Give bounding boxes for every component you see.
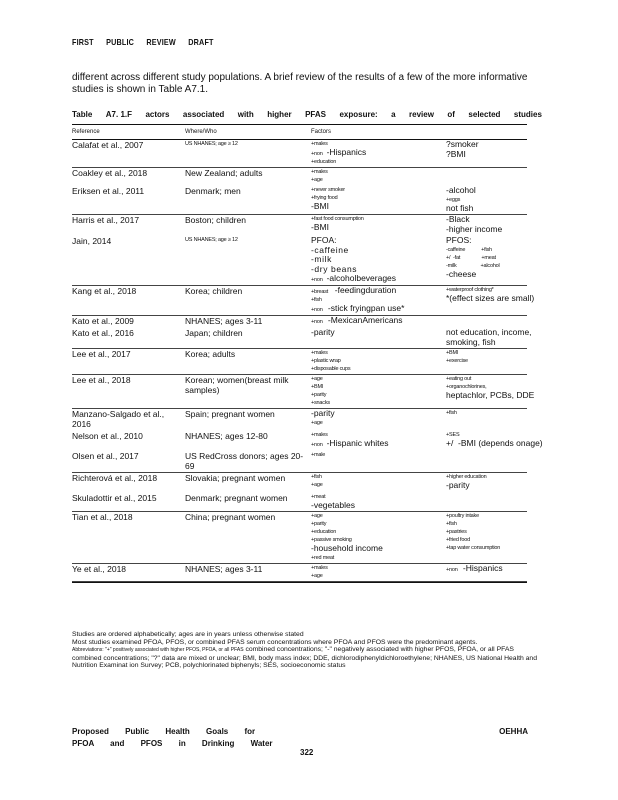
table-row <box>72 236 527 284</box>
factor-item: +never smoker <box>311 187 345 193</box>
table-row <box>72 375 535 407</box>
factor-item: +male <box>311 452 326 458</box>
table-row <box>72 215 527 234</box>
factor-item: +tap water consumption <box>446 545 501 551</box>
factor-prefix: +non <box>311 442 327 448</box>
factor-item: -household income <box>311 543 383 553</box>
table-row-group <box>72 349 527 375</box>
factor-item: +/ -BMI (depends onage) <box>446 438 543 448</box>
factors-left <box>311 186 446 213</box>
factors-cell <box>311 451 527 471</box>
factor-item: +age <box>311 482 323 488</box>
factor-item: +frying food <box>311 195 338 201</box>
factor-prefix: +non <box>311 151 327 157</box>
factor-item: +fish <box>311 297 322 303</box>
factor-item: +waterproof clothing* <box>446 287 494 293</box>
factor-item: +BMI <box>311 384 324 390</box>
factor-prefix: +non <box>446 566 463 573</box>
factors-cell <box>311 215 527 234</box>
factor-item <box>311 286 446 296</box>
table-row <box>72 316 527 326</box>
factor-item: +SES <box>446 432 460 438</box>
page-footer <box>72 726 532 750</box>
where-who-cell: Korean; women(breast milk samples) <box>185 375 289 395</box>
table-row <box>72 451 527 471</box>
caption-word: exposure: <box>339 110 378 119</box>
where-who-cell: Denmark; men <box>185 186 241 196</box>
factor-item: +fish <box>311 474 322 480</box>
note-abbrev-small: Abbreviations: "+" positively associated with higher PFOS, PFOA, or all PFAS <box>72 647 244 654</box>
table-notes <box>72 631 542 670</box>
factors-cell <box>311 286 534 314</box>
reference-cell: Calafat et al., 2007 <box>72 140 144 150</box>
factor-item: +males <box>311 432 328 438</box>
factor-item: +fried food <box>446 537 470 543</box>
factor-item: +poultry intake <box>446 513 479 519</box>
factor-item: +pastries <box>446 529 467 535</box>
reference-cell: Richterová et al., 2018 <box>72 473 158 483</box>
factors-right <box>446 493 527 511</box>
table-row-group <box>72 285 535 316</box>
factors-cell <box>311 316 527 326</box>
factor-item: -BMI <box>311 222 329 232</box>
factors-right <box>446 409 527 429</box>
factor-term: -stick fryingpan use* <box>327 303 405 313</box>
table-row-group <box>72 315 532 349</box>
factor-prefix: +non <box>311 307 328 313</box>
table-row <box>72 409 527 429</box>
factor-term: -feedingduration <box>334 285 397 295</box>
factor-item: -dry beans <box>311 263 358 274</box>
factors-left <box>311 512 446 562</box>
reference-cell: Kato et al., 2016 <box>72 328 134 338</box>
factor-item: +exercise <box>446 358 468 364</box>
factor-item: +education <box>311 529 337 535</box>
table-row <box>72 186 527 213</box>
factor-item: +passive smoking <box>311 537 352 543</box>
factor-item: +males <box>311 350 328 356</box>
factor-item: ?smoker <box>446 139 479 149</box>
factors-left <box>311 431 446 449</box>
factor-item: +fish <box>446 410 457 416</box>
where-who-cell: Korea; adults <box>185 349 236 359</box>
factor-item: -milk <box>311 254 332 264</box>
where-who-cell: Korea; children <box>185 286 243 296</box>
table-caption <box>72 110 542 119</box>
factors-right <box>446 375 534 407</box>
table-row <box>72 473 527 491</box>
factors-right <box>446 431 543 449</box>
factors-right <box>446 286 534 314</box>
factor-item: -higher income <box>446 223 503 234</box>
reference-cell: Eriksen et al., 2011 <box>72 186 145 196</box>
factor-item: -parity <box>311 327 335 337</box>
table-row-group <box>72 140 527 168</box>
factors-left <box>311 140 446 166</box>
factor-item: +males <box>311 564 328 571</box>
where-who-cell: NHANES; ages 3-11 <box>185 316 263 326</box>
factor-item <box>311 148 446 158</box>
table-row-group <box>72 168 527 215</box>
page-number: 322 <box>300 748 314 757</box>
factor-item: -parity <box>311 408 335 418</box>
factors-cell <box>311 349 527 373</box>
factor-item <box>311 304 446 314</box>
factors-cell <box>311 493 527 511</box>
factor-item: +fish <box>446 521 457 527</box>
factor-item: -alcohol <box>446 185 476 195</box>
table-row <box>72 564 527 580</box>
factor-item: +parity <box>311 392 327 398</box>
table-row <box>72 431 543 449</box>
factors-right <box>446 473 527 491</box>
caption-word: a <box>391 110 396 119</box>
table-row-group <box>72 408 543 473</box>
factor-item: +higher education <box>446 474 487 480</box>
running-header: FIRST PUBLIC REVIEW DRAFT <box>72 37 214 47</box>
factors-left <box>311 286 446 314</box>
factor-term: -Hispanics <box>462 562 503 573</box>
factors-table <box>72 124 543 583</box>
factor-term: -Hispanic whites <box>326 438 389 448</box>
factors-right <box>446 215 527 234</box>
caption-word: higher <box>267 110 292 119</box>
where-who-cell: US NHANES; age ≥ 12 <box>185 237 238 243</box>
factor-item: ?BMI <box>446 148 466 159</box>
factor-item: +males <box>311 169 328 175</box>
factors-left <box>311 409 446 429</box>
factor-item: +age <box>311 177 323 183</box>
factors-left <box>311 316 446 326</box>
factors-left <box>311 493 446 511</box>
caption-word: with <box>237 110 254 119</box>
where-who-cell: New Zealand; adults <box>185 168 263 178</box>
factor-item: -parity <box>446 480 470 490</box>
caption-word: PFAS <box>305 110 326 119</box>
factor-term: -MexicanAmericans <box>327 315 403 325</box>
where-who-cell: US NHANES; age ≥ 12 <box>185 141 238 147</box>
factors-right <box>446 186 527 213</box>
table-row <box>72 493 527 511</box>
note-abbrev-rest: combined concentrations; "-" negatively associated with higher PFOS, PFOA, or all PFAS combined concentrations; "?" data are mixed or unclear; BMI, body mass index; DDE, dichlorodiphenyldichloroethylene; NHANES, US National Health and Nutrition Examinat ion Survey; PCB, polychlorinated biphenyls; SES, socioeconomic status <box>72 646 537 670</box>
factors-right <box>446 451 527 471</box>
factor-item <box>446 564 527 574</box>
factor-item: *(effect sizes are small) <box>446 293 535 303</box>
factor-item: -caffeine +fish <box>446 246 492 253</box>
factor-item: +/ -fat +meat <box>446 254 496 261</box>
reference-cell: Skuladottir et al., 2015 <box>72 492 157 503</box>
factor-item: -caffeine <box>311 244 349 255</box>
factors-right <box>446 316 527 326</box>
factor-item: +education <box>311 159 337 165</box>
factor-item: -milk +alcohol <box>446 262 500 269</box>
factors-right <box>446 328 532 347</box>
factors-cell <box>311 328 532 347</box>
reference-cell: Lee et al., 2018 <box>72 375 131 385</box>
header-where-who: Where/Who <box>185 129 217 135</box>
factor-item: not fish <box>446 202 474 213</box>
factors-left <box>311 168 446 184</box>
caption-word: selected <box>468 110 501 119</box>
table-row <box>72 512 527 562</box>
where-who-cell: NHANES; ages 3-11 <box>185 563 263 574</box>
table-row <box>72 168 527 184</box>
factors-left <box>311 564 446 580</box>
reference-cell: Jain, 2014 <box>72 236 112 246</box>
factors-cell <box>311 140 527 166</box>
where-who-cell: Slovakia; pregnant women <box>185 473 286 483</box>
factors-cell <box>311 473 527 491</box>
factor-prefix: +non <box>311 319 328 325</box>
factors-right <box>446 236 527 284</box>
table-row-group <box>72 512 527 564</box>
factors-cell <box>311 186 527 213</box>
table-row-group <box>72 215 527 286</box>
factor-item: +BMI <box>446 350 459 356</box>
note-ordering: Studies are ordered alphabetically; ages are in years unless otherwise stated <box>72 631 304 638</box>
where-who-cell: Denmark; pregnant women <box>185 492 288 503</box>
table-row-group <box>72 375 535 409</box>
factors-cell <box>311 512 527 562</box>
factor-item: +eating out <box>446 376 472 382</box>
table-row <box>72 285 535 314</box>
factors-right <box>446 512 527 562</box>
caption-word: actors <box>145 110 170 119</box>
factors-cell <box>311 236 527 284</box>
caption-word: of <box>447 110 455 119</box>
table-body <box>72 139 543 582</box>
caption-word: Table <box>72 110 93 119</box>
caption-word: associated <box>182 110 225 119</box>
factor-prefix: +breast <box>311 289 335 295</box>
factor-item: +eggs <box>446 196 461 203</box>
caption-word: review <box>409 110 434 119</box>
factors-cell <box>311 168 527 184</box>
factor-item: smoking, fish <box>446 336 496 347</box>
factor-item: +fast food consumption <box>311 216 364 222</box>
footer-agency: OEHHA <box>499 727 528 736</box>
factor-item: +organochlorines, <box>446 384 487 390</box>
factor-item <box>311 439 446 449</box>
factor-item: +age <box>311 419 323 426</box>
factors-cell <box>311 375 534 407</box>
factors-right <box>446 168 527 184</box>
where-who-cell: China; pregnant women <box>185 512 276 522</box>
where-who-cell: US RedCross donors; ages 20-69 <box>185 451 304 471</box>
factor-item: -BMI <box>311 201 329 211</box>
factor-item: +age <box>311 513 323 519</box>
factor-item: +males <box>311 141 328 147</box>
footer-title-line2: PFOA and PFOS in Drinking Water <box>72 739 273 748</box>
factor-item: not education, income, <box>446 327 532 337</box>
where-who-cell: NHANES; ages 12-80 <box>185 431 268 441</box>
factor-prefix: +non <box>311 277 327 283</box>
factors-left <box>311 451 446 471</box>
where-who-cell: Spain; pregnant women <box>185 409 275 419</box>
where-who-cell: Boston; children <box>185 215 246 225</box>
factor-item: +disposable cups <box>311 366 351 372</box>
table-row <box>72 140 527 166</box>
factor-item: -vegetables <box>311 499 355 510</box>
factors-left <box>311 328 446 347</box>
table-row <box>72 349 527 373</box>
header-reference: Reference <box>72 129 100 135</box>
factor-item <box>311 274 446 284</box>
reference-cell: Kang et al., 2018 <box>72 286 137 296</box>
factors-right <box>446 564 527 580</box>
factor-item: -Black <box>446 214 470 224</box>
reference-cell: Ye et al., 2018 <box>72 563 127 574</box>
factor-item: +meat <box>311 493 326 500</box>
factor-item: +plastic wrap <box>311 358 341 364</box>
reference-cell: Manzano-Salgado et al., 2016 <box>72 409 165 429</box>
factors-right <box>446 349 527 373</box>
factor-term: -Hispanics <box>326 147 367 157</box>
header-factors: Factors <box>311 129 332 135</box>
factors-cell <box>311 409 527 429</box>
reference-cell: Lee et al., 2017 <box>72 349 131 359</box>
factors-left <box>311 215 446 234</box>
reference-cell: Harris et al., 2017 <box>72 215 140 225</box>
where-who-cell: Japan; children <box>185 328 243 338</box>
table-row-group <box>72 564 527 582</box>
factors-left <box>311 236 446 284</box>
factor-item: +snacks <box>311 400 330 406</box>
factor-term: -alcoholbeverages <box>326 273 397 283</box>
reference-cell: Olsen et al., 2017 <box>72 451 139 461</box>
table-header-row <box>72 125 527 140</box>
factors-left <box>311 375 446 407</box>
factors-left <box>311 349 446 373</box>
factor-item: +parity <box>311 521 327 527</box>
factor-item: +age <box>311 376 323 382</box>
factor-item: heptachlor, PCBs, DDE <box>446 390 535 400</box>
reference-cell: Coakley et al., 2018 <box>72 168 148 178</box>
intro-paragraph: different across different study populations. A brief review of the results of a few of the more informative studies is shown in Table A7.1. <box>72 72 528 95</box>
table-row-group <box>72 473 527 512</box>
reference-cell: Tian et al., 2018 <box>72 512 133 522</box>
factors-left <box>311 473 446 491</box>
factor-item: PFOA: <box>311 235 337 245</box>
reference-cell: Nelson et al., 2010 <box>72 431 143 441</box>
factor-item: +age <box>311 572 323 579</box>
caption-word: A7. 1.F <box>105 110 132 119</box>
caption-word: studies <box>513 110 542 119</box>
factors-cell <box>311 431 543 449</box>
footer-title-line1: Proposed Public Health Goals for <box>72 727 256 736</box>
note-agents: Most studies examined PFOA, PFOS, or combined PFAS serum concentrations where PFOA and PFOS were the predominant agents. <box>72 638 478 646</box>
note-abbreviations <box>72 646 542 670</box>
factor-item: -cheese <box>446 268 477 279</box>
factor-item <box>311 316 446 326</box>
factors-right <box>446 140 527 166</box>
factor-item: +red meat <box>311 554 335 561</box>
reference-cell: Kato et al., 2009 <box>72 316 134 326</box>
table-row <box>72 327 532 347</box>
factor-item: PFOS: <box>446 235 472 245</box>
factors-cell <box>311 564 527 580</box>
